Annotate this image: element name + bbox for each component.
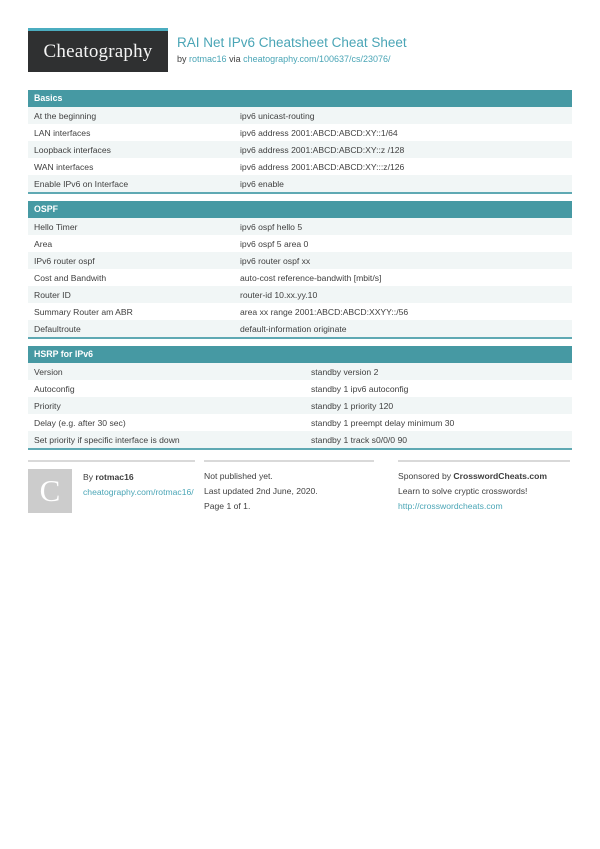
row-value: standby 1 ipv6 autoconfig xyxy=(311,383,409,394)
header xyxy=(0,0,600,72)
row-label: Cost and Bandwith xyxy=(34,272,107,283)
row-value: standby 1 track s0/0/0 90 xyxy=(311,434,408,445)
sponsor-name: CrosswordCheats.com xyxy=(453,471,548,481)
sponsor-tagline: Learn to solve cryptic crosswords! xyxy=(398,486,528,496)
row-label: Router ID xyxy=(34,289,71,300)
section xyxy=(28,90,572,194)
row-value: ipv6 router ospf xx xyxy=(240,255,311,266)
row-label: Defaultroute xyxy=(34,323,81,334)
footer xyxy=(28,460,572,514)
table-row xyxy=(28,235,572,252)
table-row xyxy=(28,414,572,431)
section-table xyxy=(28,363,572,448)
publish-status: Not published yet. xyxy=(204,471,273,481)
section-table xyxy=(28,107,572,192)
row-value: area xx range 2001:ABCD:ABCD:XXYY::/56 xyxy=(240,306,409,317)
table-row xyxy=(28,380,572,397)
table-row xyxy=(28,124,572,141)
footer-sponsor-column xyxy=(398,460,570,514)
table-row xyxy=(28,397,572,414)
row-value: default-information originate xyxy=(240,323,347,334)
author-avatar: C xyxy=(28,469,72,513)
table-row xyxy=(28,141,572,158)
row-value: standby 1 preempt delay minimum 30 xyxy=(311,417,455,428)
page-title: RAI Net IPv6 Cheatsheet Cheat Sheet xyxy=(177,35,407,50)
table-row xyxy=(28,107,572,124)
cheatography-logo xyxy=(28,28,168,72)
table-row xyxy=(28,431,572,448)
cheatography-logo-text: Cheatography xyxy=(43,40,153,62)
row-label: IPv6 router ospf xyxy=(34,255,95,266)
table-row xyxy=(28,175,572,192)
footer-status-column xyxy=(204,460,374,514)
row-value: ipv6 enable xyxy=(240,178,284,189)
title-block xyxy=(177,28,407,72)
row-value: router-id 10.xx.yy.10 xyxy=(240,289,318,300)
row-label: Summary Router am ABR xyxy=(34,306,133,317)
section xyxy=(28,346,572,450)
row-label: Hello Timer xyxy=(34,221,78,232)
row-label: Set priority if specific interface is down xyxy=(34,434,180,445)
table-row xyxy=(28,286,572,303)
table-row xyxy=(28,218,572,235)
row-label: Enable IPv6 on Interface xyxy=(34,178,129,189)
section-table xyxy=(28,218,572,337)
table-row xyxy=(28,303,572,320)
row-label: LAN interfaces xyxy=(34,127,91,138)
sponsor-link[interactable]: http://crosswordcheats.com xyxy=(398,501,503,511)
last-updated: Last updated 2nd June, 2020. xyxy=(204,486,318,496)
section-title: OSPF xyxy=(28,201,572,218)
byline xyxy=(177,54,407,64)
row-label: Version xyxy=(34,366,63,377)
row-value: ipv6 ospf hello 5 xyxy=(240,221,303,232)
row-value: ipv6 unicast-routing xyxy=(240,110,315,121)
sections-container xyxy=(28,90,572,450)
row-label: At the beginning xyxy=(34,110,97,121)
footer-author-name: rotmac16 xyxy=(95,472,134,482)
table-row xyxy=(28,320,572,337)
row-label: Priority xyxy=(34,400,61,411)
row-value: ipv6 ospf 5 area 0 xyxy=(240,238,309,249)
sheet-url-link[interactable]: cheatography.com/100637/cs/23076/ xyxy=(243,54,391,64)
row-value: ipv6 address 2001:ABCD:ABCD:XY:::z/126 xyxy=(240,161,405,172)
row-value: standby 1 priority 120 xyxy=(311,400,394,411)
row-value: ipv6 address 2001:ABCD:ABCD:XY::z /128 xyxy=(240,144,405,155)
table-row xyxy=(28,252,572,269)
section-title: HSRP for IPv6 xyxy=(28,346,572,363)
row-value: standby version 2 xyxy=(311,366,379,377)
table-row xyxy=(28,158,572,175)
row-value: ipv6 address 2001:ABCD:ABCD:XY::1/64 xyxy=(240,127,398,138)
row-label: Loopback interfaces xyxy=(34,144,111,155)
author-profile-link[interactable]: cheatography.com/rotmac16/ xyxy=(83,487,194,497)
row-label: Autoconfig xyxy=(34,383,75,394)
footer-by-label: By xyxy=(83,472,94,482)
row-label: WAN interfaces xyxy=(34,161,94,172)
footer-author-text xyxy=(83,469,194,514)
sponsored-by-label: Sponsored by xyxy=(398,471,452,481)
page-count: Page 1 of 1. xyxy=(204,501,251,511)
byline-by-label: by xyxy=(177,54,187,64)
row-label: Area xyxy=(34,238,53,249)
footer-author-column xyxy=(28,460,195,514)
table-row xyxy=(28,269,572,286)
table-row xyxy=(28,363,572,380)
row-label: Delay (e.g. after 30 sec) xyxy=(34,417,126,428)
author-link[interactable]: rotmac16 xyxy=(189,54,227,64)
section xyxy=(28,201,572,339)
section-title: Basics xyxy=(28,90,572,107)
row-value: auto-cost reference-bandwith [mbit/s] xyxy=(240,272,382,283)
byline-via-label: via xyxy=(229,54,241,64)
